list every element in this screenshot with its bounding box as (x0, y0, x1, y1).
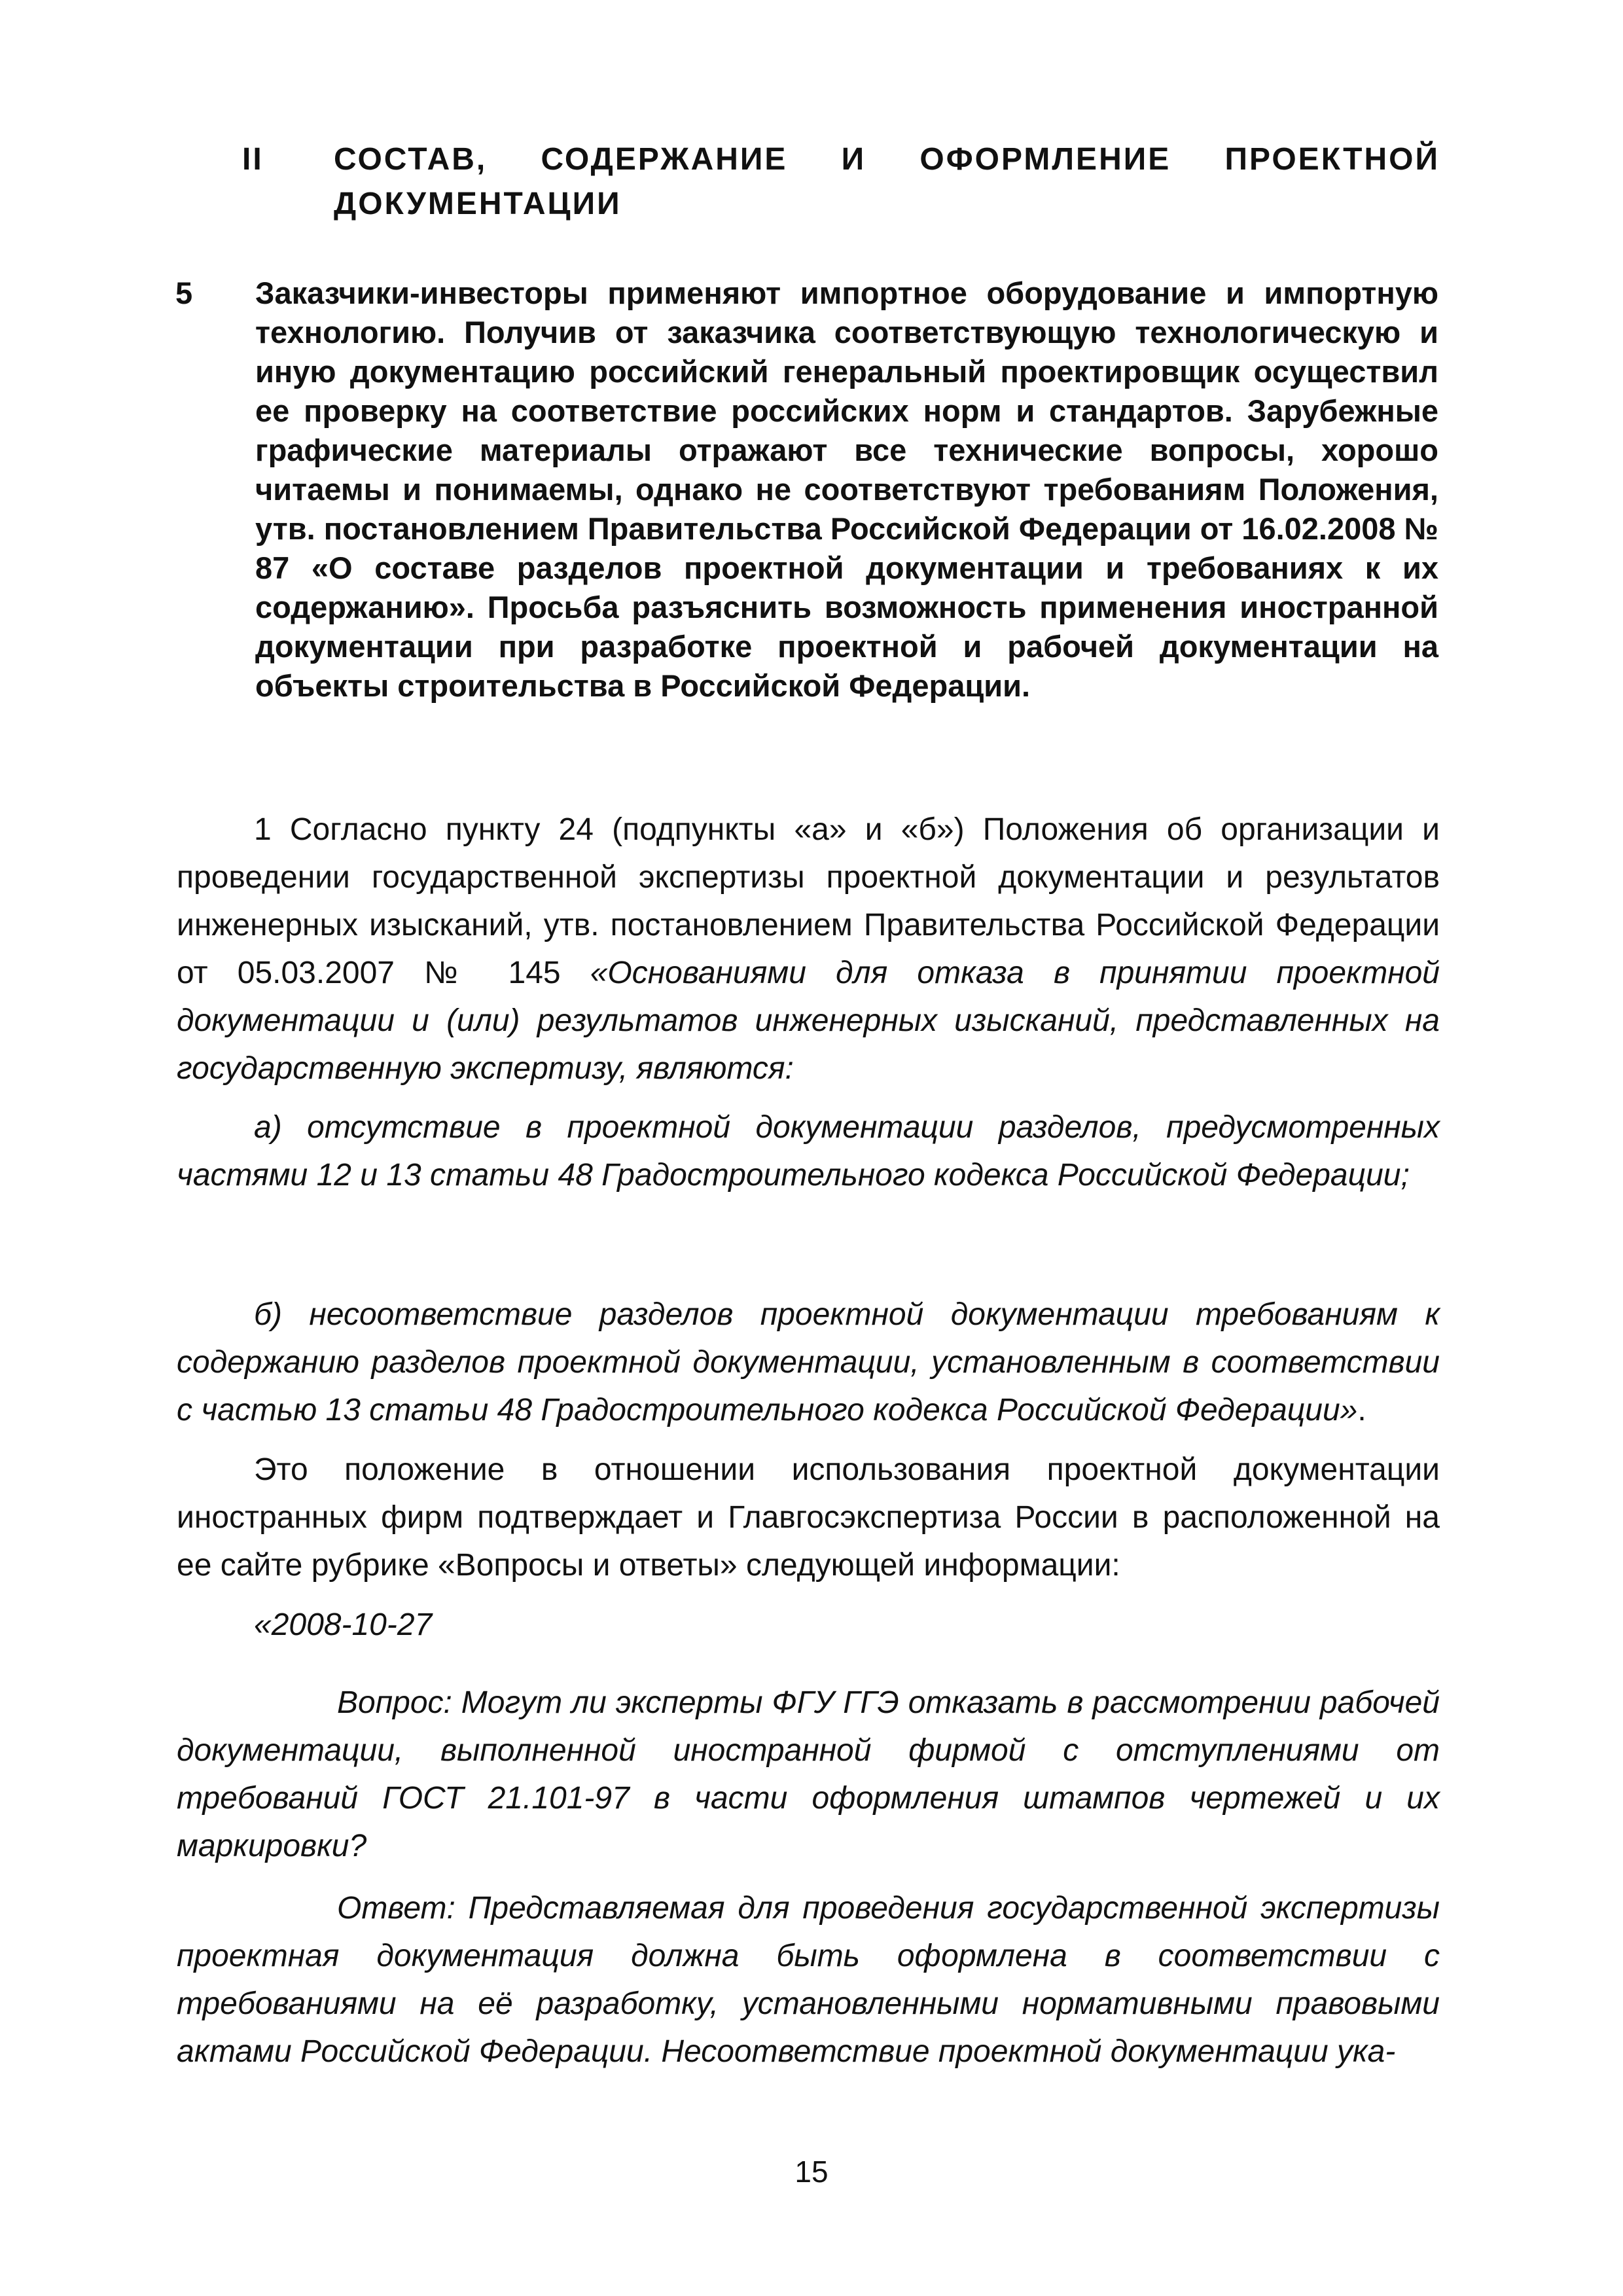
section-title: СОСТАВ, СОДЕРЖАНИЕ И ОФОРМЛЕНИЕ ПРОЕКТНОЙ ДОКУМЕНТАЦИИ (334, 142, 1440, 221)
list-item-b-period: . (1357, 1393, 1366, 1427)
section-number: II (242, 142, 264, 177)
quote-question: Вопрос: Могут ли эксперты ФГУ ГГЭ отказать в рассмотрении рабочей документации, выполненной иностранной фирмой с отступлениями от требований ГОСТ 21.101-97 в части оформления штампов чертежей и их маркировки? (177, 1685, 1440, 1863)
list-item-b (177, 1291, 1440, 1434)
question-text: Заказчики-инвесторы применяют импортное оборудование и импортную технологию. Получив от заказчика соответствующую технологическую и иную документацию российский генеральный проектировщик осуществил ее проверку на соответствие российских норм и стандартов. Зарубежные графические материалы отражают все технические вопросы, хорошо читаемы и понимаемы, однако не соответствуют требованиям Положения, утв. постановлением Правительства Российской Федерации от 16.02.2008 № 87 «О составе разделов проектной документации и требованиях к их содержанию». Просьба разъяснить возможность применения иностранной документации при разработке проектной и рабочей документации на объекты строительства в Российской Федерации. (255, 276, 1438, 703)
answer-paragraph-2: Это положение в отношении использования проектной документации иностранных фирм подтверждает и Главгосэкспертиза России в расположенной на ее сайте рубрике «Вопросы и ответы» следующей информации: (177, 1452, 1440, 1583)
section-heading (242, 137, 1440, 226)
question-block (175, 274, 1438, 706)
list-item-b-text: б) несоответствие разделов проектной документации требованиям к содержанию разделов проектной документации, установленным в соответствии с частью 13 статьи 48 Градостроительного кодекса Российской Федерации» (177, 1297, 1440, 1427)
quote-date: «2008-10-27 (254, 1607, 433, 1642)
answer-lead-text: 1 Согласно пункту 24 (подпункты «а» и «б») Положения об организации и проведении государственной экспертизы проектной документации и результатов инженерных изысканий, утв. постановлением Правительства Российской Федерации от 05.03.2007 № 145 (177, 812, 1440, 990)
quote-answer: Ответ: Представляемая для проведения государственной экспертизы проектная документация должна быть оформлена в соответствии с требованиями на её разработку, установленными нормативными правовыми актами Российской Федерации. Несоответствие проектной документации ука- (177, 1891, 1440, 2069)
list-item-a: а) отсутствие в проектной документации разделов, предусмотренных частями 12 и 13 статьи 48 Градостроительного кодекса Российской Федерации; (177, 1110, 1440, 1193)
page-number: 15 (794, 2155, 829, 2189)
answer-paragraph-1 (177, 806, 1440, 1092)
answer-quote-text: «Основаниями для отказа в принятии проектной документации и (или) результатов инженерных изысканий, представленных на государственную экспертизу, являются: (177, 956, 1440, 1086)
question-number: 5 (175, 276, 193, 310)
